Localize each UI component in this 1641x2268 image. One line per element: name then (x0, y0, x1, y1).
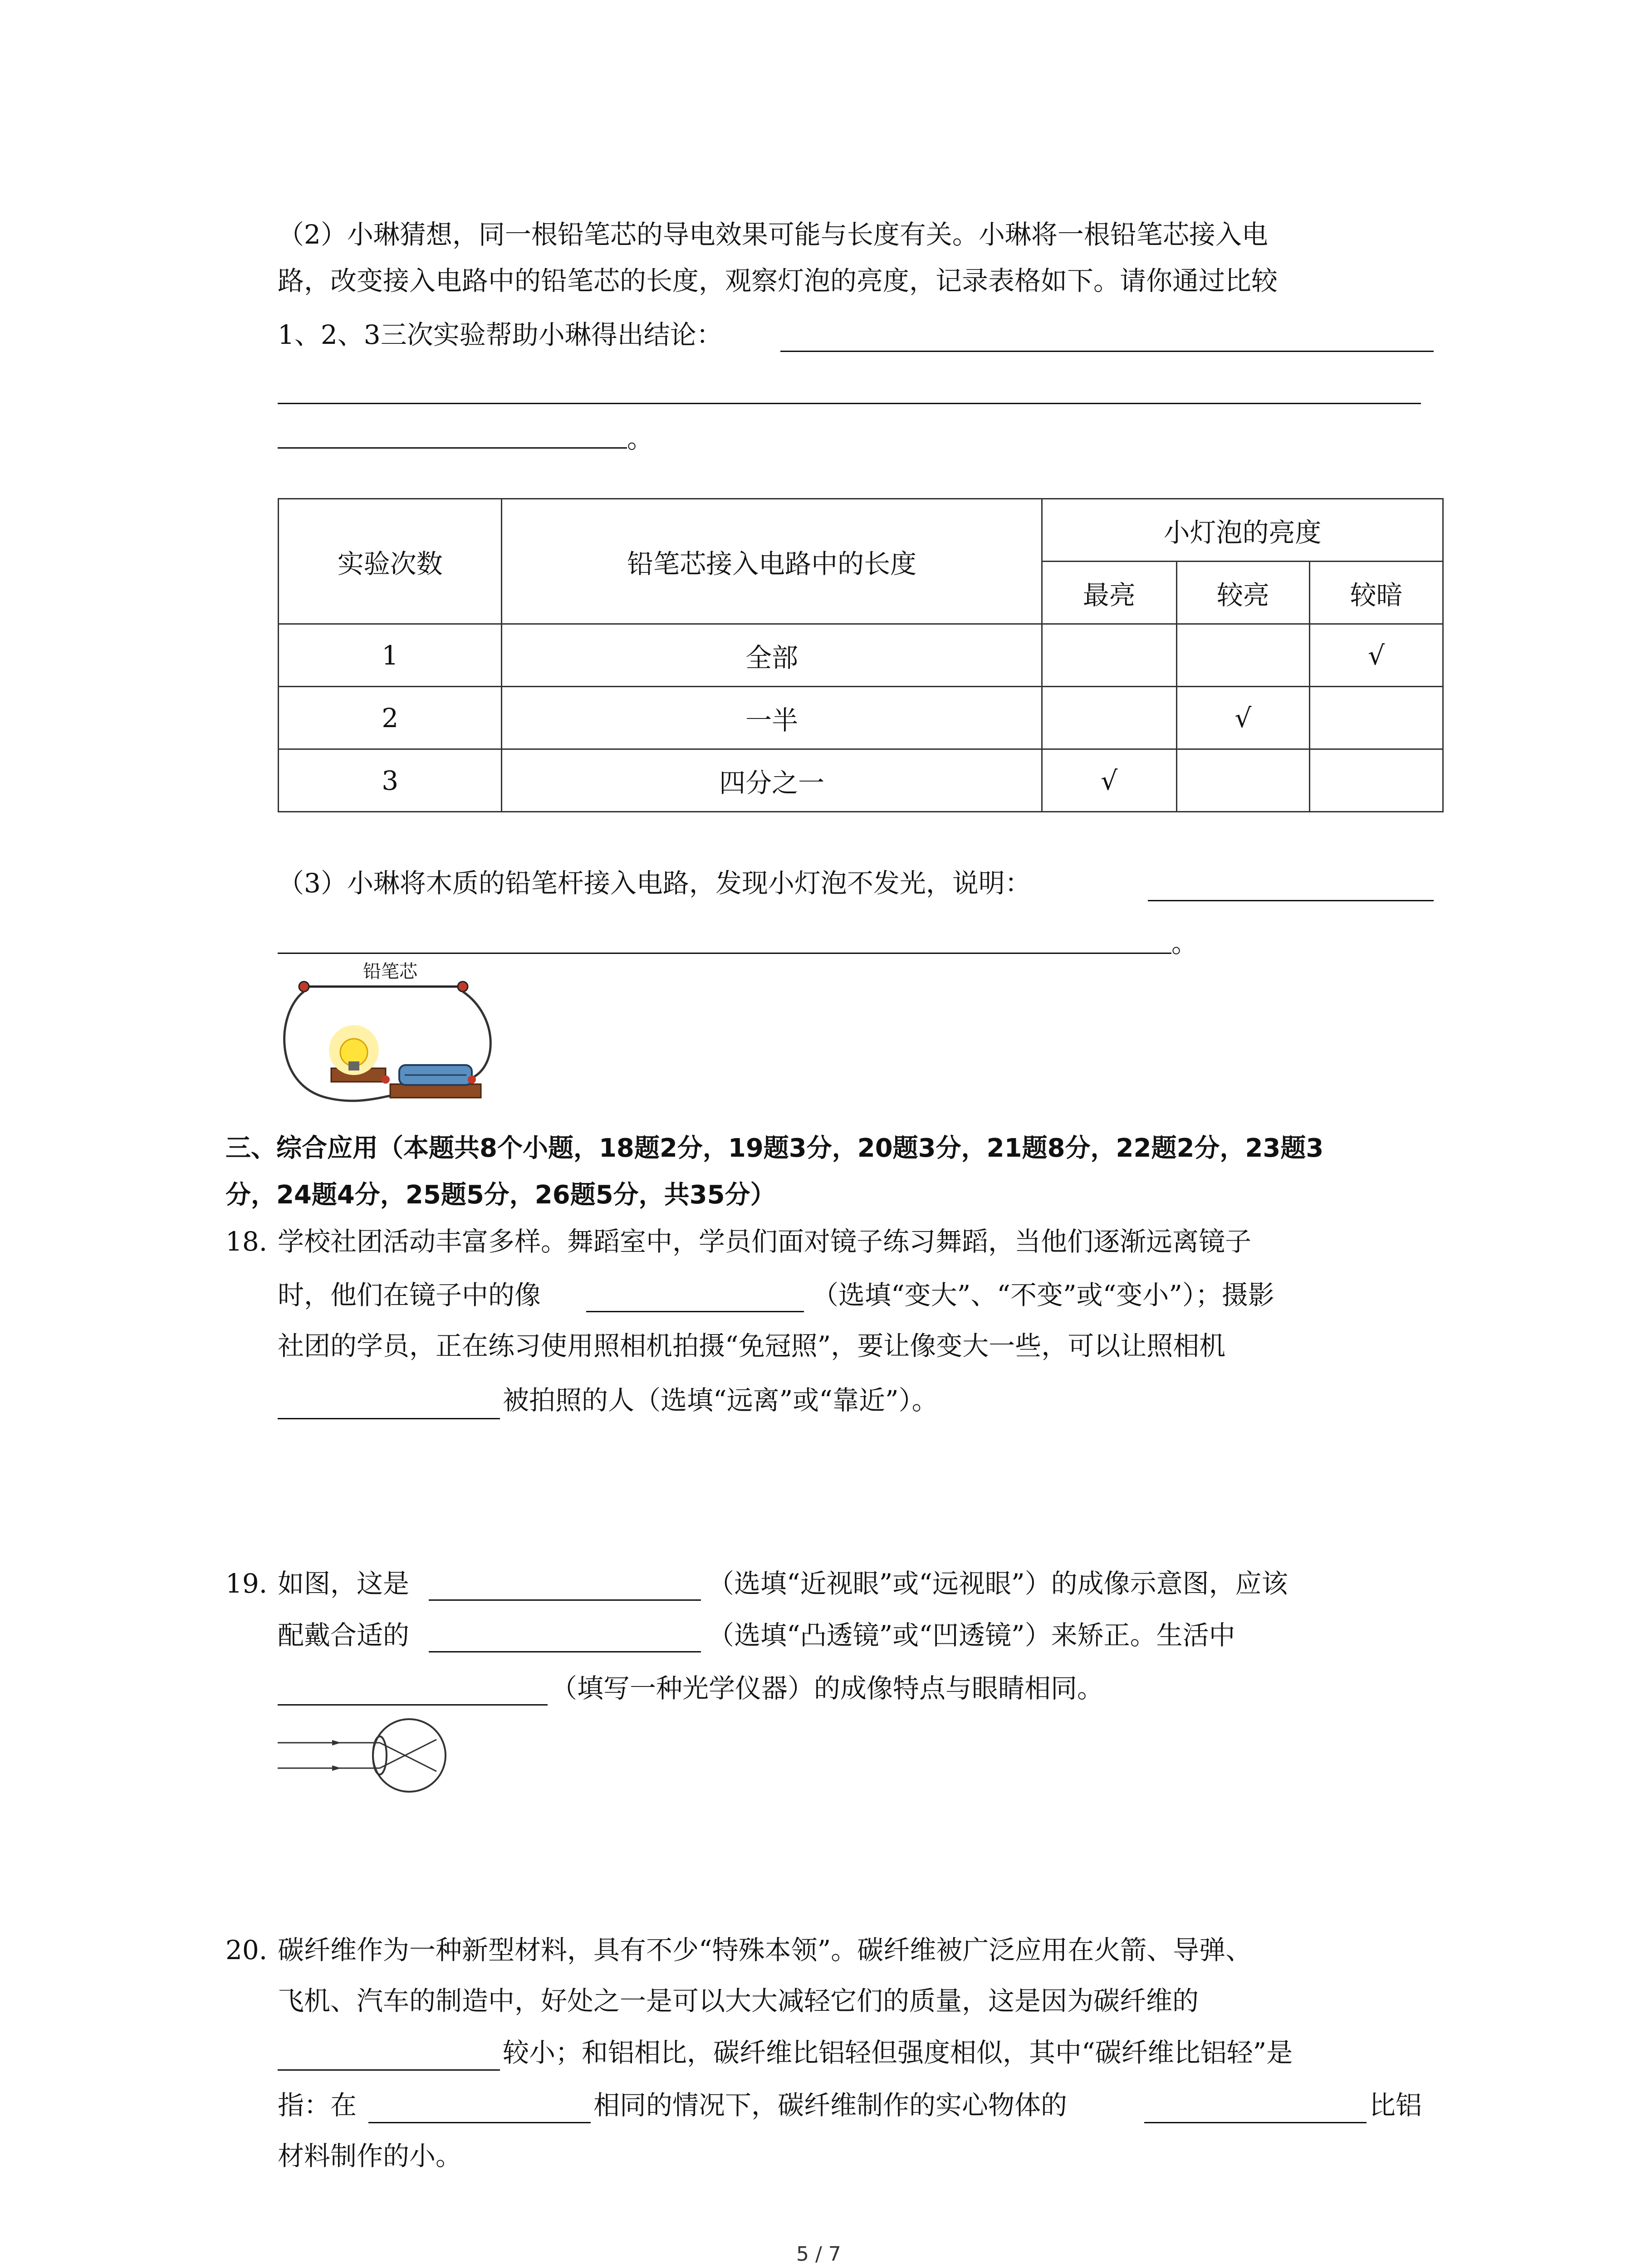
question-number: 20. (225, 1935, 268, 1965)
q19-line3: （填写一种光学仪器）的成像特点与眼睛相同。 (551, 1673, 1104, 1704)
brightest-cell (1042, 624, 1176, 687)
eye-imaging-diagram (278, 1715, 468, 1796)
table-row (279, 749, 1443, 812)
period: 。 (627, 423, 654, 454)
answer-blank[interactable] (780, 351, 1434, 352)
question-number: 18. (225, 1226, 268, 1257)
answer-blank[interactable] (586, 1311, 804, 1312)
answer-blank[interactable] (278, 403, 1421, 404)
header-brighter: 较亮 (1176, 562, 1310, 624)
q20-line4b: 相同的情况下，碳纤维制作的实心物体的 (593, 2090, 1068, 2121)
length-cell: 一半 (502, 687, 1042, 749)
q18-line4: 被拍照的人（选填“远离”或“靠近”）。 (503, 1385, 938, 1416)
q20-line1: 碳纤维作为一种新型材料，具有不少“特殊本领”。碳纤维被广泛应用在火箭、导弹、 (278, 1935, 1252, 1965)
header-pencil-length: 铅笔芯接入电路中的长度 (502, 499, 1042, 624)
header-brightest: 最亮 (1042, 562, 1176, 624)
length-cell: 全部 (502, 624, 1042, 687)
trial-cell: 3 (279, 749, 502, 812)
q20-line4c: 比铝 (1369, 2090, 1422, 2121)
question-number: 19. (225, 1568, 268, 1599)
table-row (279, 624, 1443, 687)
answer-blank[interactable] (278, 1704, 548, 1706)
brightest-cell (1042, 687, 1176, 749)
darker-cell: √ (1310, 624, 1443, 687)
q20-line5: 材料制作的小。 (278, 2141, 462, 2171)
answer-blank[interactable] (429, 1599, 701, 1601)
q19-line1a: 如图，这是 (278, 1568, 410, 1599)
brightest-cell: √ (1042, 749, 1176, 812)
q20-line4a: 指：在 (278, 2090, 357, 2121)
q20-line2: 飞机、汽车的制造中，好处之一是可以大大减轻它们的质量，这是因为碳纤维的 (278, 1985, 1199, 2016)
q17-part2-line3: 1、2、3三次实验帮助小琳得出结论： (278, 319, 723, 350)
q17-part2-line2: 路，改变接入电路中的铅笔芯的长度，观察灯泡的亮度，记录表格如下。请你通过比较 (278, 265, 1278, 296)
table-row (279, 687, 1443, 749)
q19-line2a: 配戴合适的 (278, 1620, 410, 1651)
answer-blank[interactable] (368, 2122, 591, 2123)
q19-line1b: （选填“近视眼”或“远视眼”）的成像示意图，应该 (708, 1568, 1288, 1599)
length-cell: 四分之一 (502, 749, 1042, 812)
brighter-cell (1176, 749, 1310, 812)
answer-blank[interactable] (278, 447, 627, 449)
trial-cell: 2 (279, 687, 502, 749)
header-bulb-brightness: 小灯泡的亮度 (1042, 499, 1443, 562)
header-trial-count: 实验次数 (279, 499, 502, 624)
brighter-cell (1176, 624, 1310, 687)
darker-cell (1310, 687, 1443, 749)
period: 。 (1171, 928, 1198, 958)
answer-blank[interactable] (278, 1418, 500, 1419)
figure-label: 铅笔芯 (363, 961, 417, 982)
q18-line2a: 时，他们在镜子中的像 (278, 1280, 541, 1310)
q18-line1: 学校社团活动丰富多样。舞蹈室中，学员们面对镜子练习舞蹈，当他们逐渐远离镜子 (278, 1226, 1252, 1257)
results-table (278, 498, 1444, 812)
header-darker: 较暗 (1310, 562, 1443, 624)
brighter-cell: √ (1176, 687, 1310, 749)
answer-blank[interactable] (278, 953, 1171, 954)
q17-part2-line1: （2）小琳猜想，同一根铅笔芯的导电效果可能与长度有关。小琳将一根铅笔芯接入电 (278, 219, 1268, 250)
q17-part3-line1: （3）小琳将木质的铅笔杆接入电路，发现小灯泡不发光，说明： (278, 868, 1031, 899)
section3-heading-line2: 分，24题4分，25题5分，26题5分，共35分） (225, 1180, 776, 1210)
q20-line3: 较小；和铝相比，碳纤维比铝轻但强度相似，其中“碳纤维比铝轻”是 (503, 2037, 1293, 2068)
answer-blank[interactable] (429, 1651, 701, 1652)
page-number: 5 / 7 (796, 2243, 841, 2266)
section3-heading-line1: 三、综合应用（本题共8个小题，18题2分，19题3分，20题3分，21题8分，22题2分，23题3 (225, 1134, 1324, 1163)
answer-blank[interactable] (1144, 2122, 1367, 2123)
q18-line3: 社团的学员，正在练习使用照相机拍摄“免冠照”，要让像变大一些，可以让照相机 (278, 1330, 1226, 1361)
trial-cell: 1 (279, 624, 502, 687)
answer-blank[interactable] (1148, 900, 1434, 901)
answer-blank[interactable] (278, 2069, 500, 2071)
darker-cell (1310, 749, 1443, 812)
q18-line2b: （选填“变大”、“不变”或“变小”）；摄影 (812, 1280, 1274, 1310)
q19-line2b: （选填“凸透镜”或“凹透镜”）来矫正。生活中 (708, 1620, 1235, 1651)
pencil-lead-circuit-diagram (272, 957, 526, 1107)
